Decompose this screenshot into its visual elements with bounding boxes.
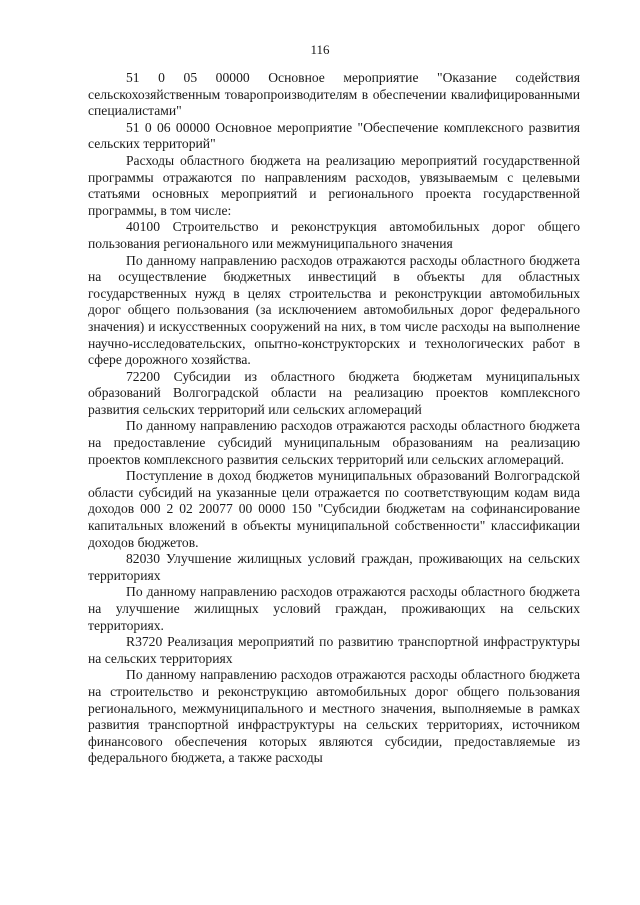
- paragraph-code-72200: 72200 Субсидии из областного бюджета бюджетам муниципальных образований Волгоградской области на реализацию проектов комплексного развития сельских территорий или сельских агломераций: [88, 368, 580, 417]
- document-body: [88, 70, 580, 767]
- paragraph-expenses-intro: Расходы областного бюджета на реализацию мероприятий государственной программы отражаются по направлениям расходов, увязываемым с целевыми статьями основных мероприятий и регионального проекта государственной программы, в том числе:: [88, 152, 580, 218]
- paragraph-code-72200-description: По данному направлению расходов отражаются расходы областного бюджета на предоставление субсидий муниципальным образованиям на реализацию проектов комплексного развития сельских территорий или сельских агломераций.: [88, 418, 580, 467]
- paragraph-main-event-05: 51 0 05 00000 Основное мероприятие "Оказание содействия сельскохозяйственным товаропроизводителям в обеспечении квалифицированными специалистами": [88, 70, 580, 119]
- paragraph-main-event-06: 51 0 06 00000 Основное мероприятие "Обеспечение комплексного развития сельских территорий": [88, 119, 580, 152]
- paragraph-code-40100: 40100 Строительство и реконструкция автомобильных дорог общего пользования регионального или межмуниципального значения: [88, 219, 580, 251]
- paragraph-code-82030-description: По данному направлению расходов отражаются расходы областного бюджета на улучшение жилищных условий граждан, проживающих на сельских территориях.: [88, 584, 580, 633]
- paragraph-code-r3720: R3720 Реализация мероприятий по развитию транспортной инфраструктуры на сельских территориях: [88, 634, 580, 666]
- paragraph-code-82030: 82030 Улучшение жилищных условий граждан, проживающих на сельских территориях: [88, 551, 580, 583]
- paragraph-income-receipt: Поступление в доход бюджетов муниципальных образований Волгоградской области субсидий на указанные цели отражается по соответствующим кодам вида доходов 000 2 02 20077 00 0000 150 "Субсидии бюджетам на софинансирование капитальных вложений в объекты муниципальной собственности" классификации доходов бюджетов.: [88, 468, 580, 550]
- paragraph-code-r3720-description: По данному направлению расходов отражаются расходы областного бюджета на строительство и реконструкцию автомобильных дорог общего пользования регионального, межмуниципального и местного значения, выполняемые в рамках развития транспортной инфраструктуры на сельских территориях, источником финансового обеспечения которых являются субсидии, предоставляемые из федерального бюджета, а также расходы: [88, 667, 580, 766]
- page-number: 116: [310, 42, 330, 57]
- paragraph-code-40100-description: По данному направлению расходов отражаются расходы областного бюджета на осуществление бюджетных инвестиций в объекты для областных государственных нужд в целях строительства и реконструкции автомобильных дорог общего пользования (за исключением автомобильных дорог федерального значения) и искусственных сооружений на них, в том числе расходы на выполнение научно-исследовательских, опытно-конструкторских и технологических работ в сфере дорожного хозяйства.: [88, 252, 580, 368]
